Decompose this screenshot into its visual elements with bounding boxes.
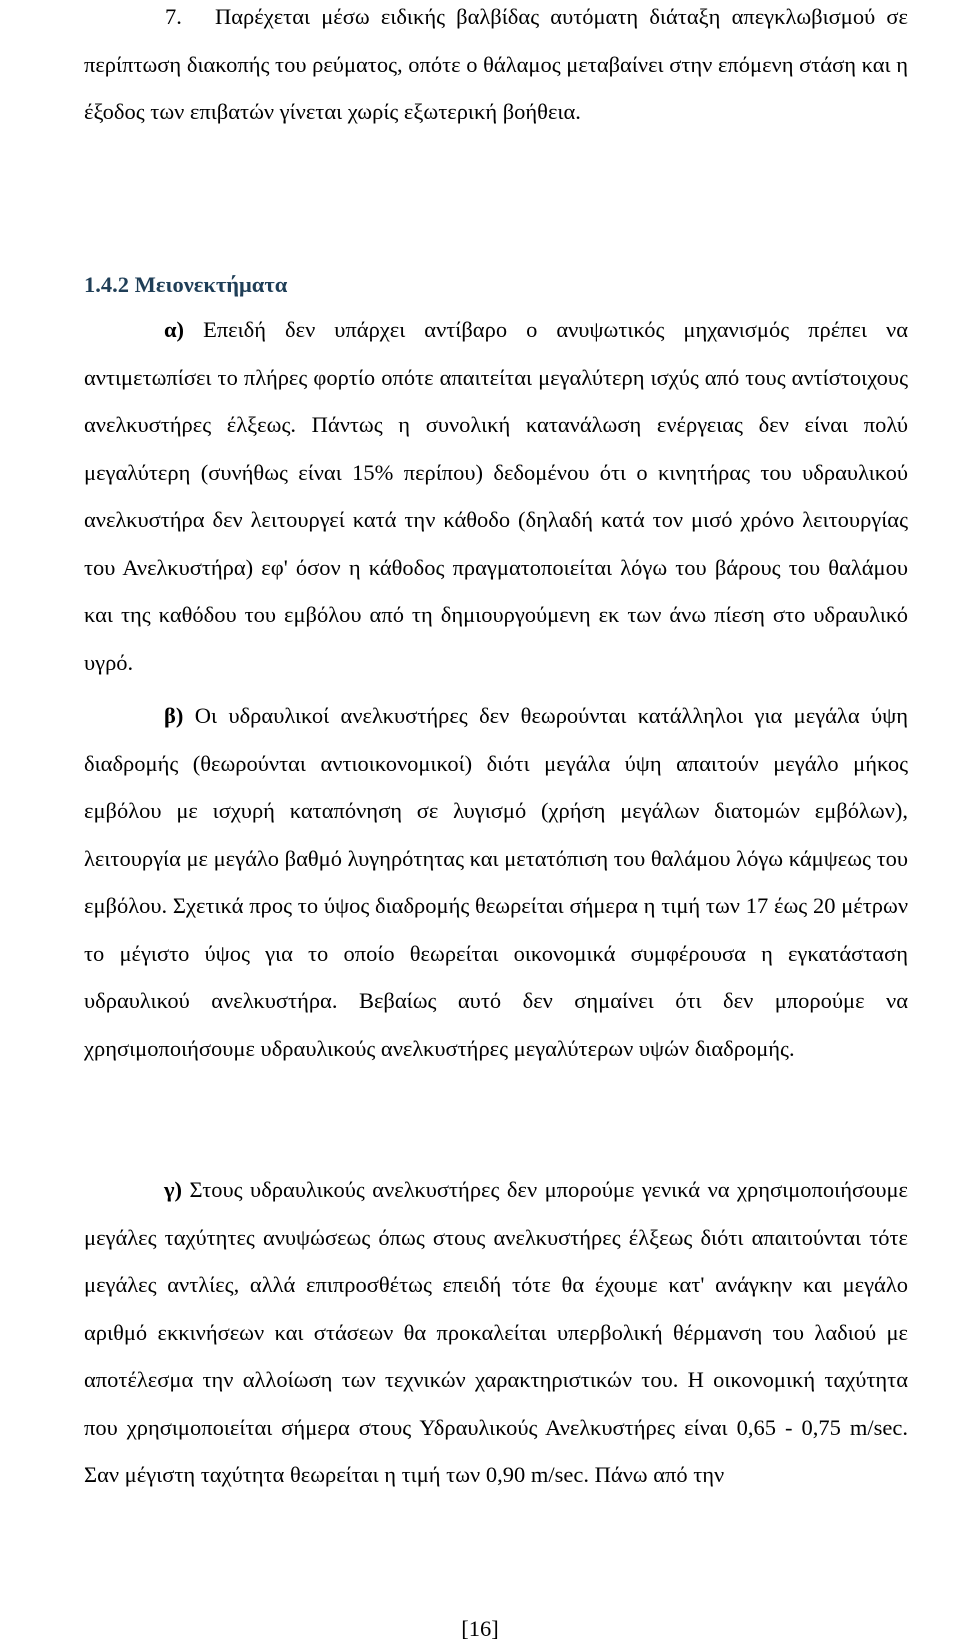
paragraph-label: β) [164,703,184,728]
list-item-text: Παρέχεται μέσω ειδικής βαλβίδας αυτόματη διάταξη απεγκλωβισμού σε περίπτωση διακοπής του ρεύματος, οπότε ο θάλαμος μεταβαίνει στην επόμενη στάση και η έξοδος των επιβατών γίνεται χωρίς εξωτερική βοήθεια. [84,4,908,124]
paragraph-b [84,692,908,1072]
paragraph-label: α) [164,317,185,342]
paragraph-text: Επειδή δεν υπάρχει αντίβαρο ο ανυψωτικός μηχανισμός πρέπει να αντιμετωπίσει το πλήρες φορτίο οπότε απαιτείται μεγαλύτερη ισχύς από τους αντίστοιχους ανελκυστήρες έλξεως. Πάντως η συνολική κατανάλωση ενέργειας δεν είναι πολύ μεγαλύτερη (συνήθως είναι 15% περίπου) δεδομένου ότι ο κινητήρας του υδραυλικού ανελκυστήρα δεν λειτουργεί κατά την κάθοδο (δηλαδή κατά τον μισό χρόνο λειτουργίας του Ανελκυστήρα) εφ' όσον η κάθοδος πραγματοποιείται λόγω του βάρους του θαλάμου και της καθόδου του εμβόλου από τη δημιουργούμενη εκ των άνω πίεση στο υδραυλικό υγρό. [84,317,908,675]
document-page [84,0,909,1487]
paragraph-text: Στους υδραυλικούς ανελκυστήρες δεν μπορούμε γενικά να χρησιμοποιήσουμε μεγάλες ταχύτητες ανυψώσεως όπως στους ανελκυστήρες έλξεως διότι απαιτούνται τότε μεγάλες αντλίες, αλλά επιπροσθέτως επειδή τότε θα έχουμε κατ' ανάγκην και μεγάλο αριθμό εκκινήσεων και στάσεων θα προκαλείται υπερβολική θέρμανση του λαδιού με αποτέλεσμα την αλλοίωση των τεχνικών χαρακτηριστικών του. Η οικονομική ταχύτητα που χρησιμοποιείται σήμερα στους Υδραυλικούς Ανελκυστήρες είναι 0,65 - 0,75 m/sec. Σαν μέγιστη ταχύτητα θεωρείται η τιμή των 0,90 m/sec. Πάνω από την [84,1177,908,1487]
paragraph-text: Οι υδραυλικοί ανελκυστήρες δεν θεωρούνται κατάλληλοι για μεγάλα ύψη διαδρομής (θεωρούνται αντιοικονομικοί) διότι μεγάλα ύψη απαιτούν μεγάλο μήκος εμβόλου με ισχυρή καταπόνηση σε λυγισμό (χρήση μεγάλων διατομών εμβόλων), λειτουργία με μεγάλο βαθμό λυγηρότητας και μετατόπιση του θαλάμου λόγω κάμψεως του εμβόλου. Σχετικά προς το ύψος διαδρομής θεωρείται σήμερα η τιμή των 17 έως 20 μέτρων το μέγιστο ύψος για το οποίο θεωρείται οικονομικά συμφέρουσα η εγκατάσταση υδραυλικού ανελκυστήρα. Βεβαίως αυτό δεν σημαίνει ότι δεν μπορούμε να χρησιμοποιήσουμε υδραυλικούς ανελκυστήρες μεγαλύτερων υψών διαδρομής. [84,703,909,1061]
paragraph-a [84,306,908,686]
page-number: [16] [461,1616,499,1641]
paragraph-label: γ) [164,1177,183,1202]
list-item-number: 7. [165,4,182,29]
paragraph-g [84,1166,908,1499]
section-heading: 1.4.2 Μειονεκτήματα [84,272,288,297]
list-item-7 [84,0,908,136]
